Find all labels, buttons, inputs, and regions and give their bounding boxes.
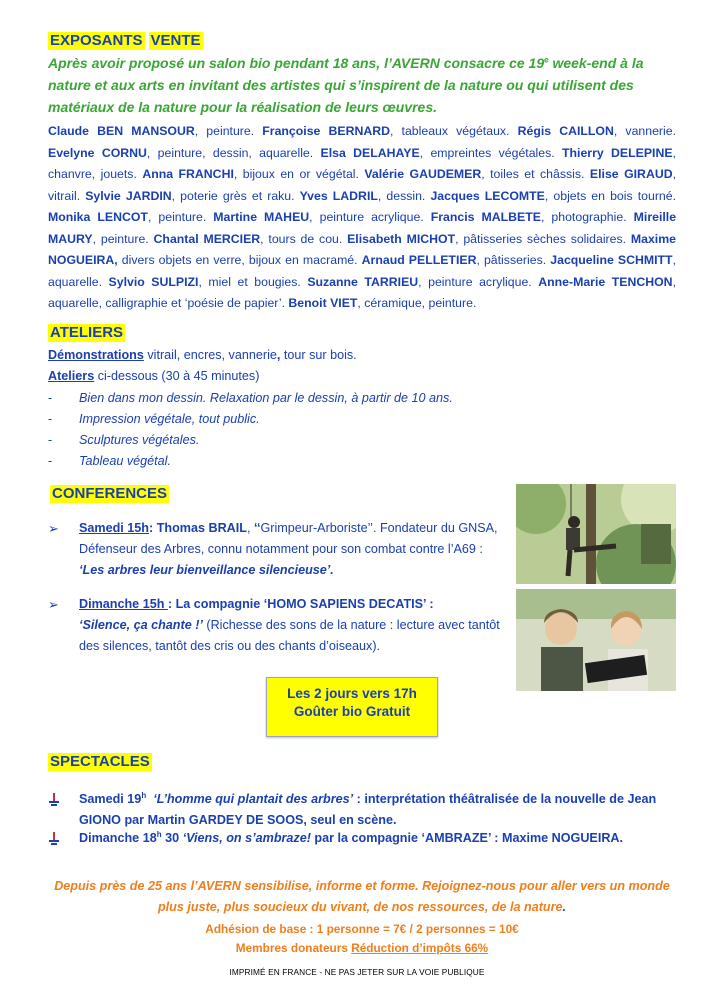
demonstrations-comma: , <box>276 348 281 362</box>
artist-medium: divers objets en verre, bijoux en macramé. <box>117 253 362 267</box>
ateliers-list <box>48 388 508 472</box>
spec2-time: 30 <box>161 831 183 845</box>
artist-medium: , vitrail. <box>48 167 677 203</box>
artist-entry <box>262 124 517 138</box>
spec2-day: Dimanche 18 <box>79 831 157 845</box>
artist-name: Evelyne CORNU <box>48 145 147 160</box>
artist-name: Chantal MERCIER <box>153 231 261 246</box>
ateliers-body <box>48 345 548 387</box>
conference-item-1 <box>48 518 504 581</box>
artist-medium: , toiles et châssis. <box>481 167 590 181</box>
ateliers-text: ci-dessous (30 à 45 minutes) <box>94 369 260 383</box>
arrow-bullet-icon: ➢ <box>48 597 59 612</box>
conf1-title: ‘Les arbres leur bienveillance silencieuse’. <box>79 563 334 577</box>
artist-name: Yves LADRIL <box>299 188 378 203</box>
artist-entry <box>48 124 262 138</box>
conf1-speaker: Thomas BRAIL <box>156 521 247 535</box>
spectacle-item-1 <box>48 789 676 831</box>
artist-entry <box>430 189 676 203</box>
closing-statement <box>48 876 676 918</box>
demonstrations-tail: tour sur bois. <box>280 348 357 362</box>
ateliers-label: Ateliers <box>48 369 95 383</box>
donateurs-label: Membres donateurs <box>235 941 352 955</box>
list-item: - Bien dans mon dessin. Relaxation par le dessin, à partir de 10 ans. <box>48 388 508 409</box>
artist-name: Anne-Marie TENCHON <box>538 274 673 289</box>
spec2-sup: h <box>156 829 162 839</box>
artist-name: Benoit VIET <box>288 296 358 310</box>
artist-name: Monika LENCOT <box>48 210 148 224</box>
artist-medium: , tours de cou. <box>260 231 348 246</box>
gouter-box <box>266 677 438 737</box>
artist-name: Valérie GAUDEMER <box>364 167 482 181</box>
closing-text: Depuis près de 25 ans l’AVERN sensibilise, informe et forme. Rejoignez-nous pour aller vers un monde plus juste, plus soucieux du vivant, de nos ressources, de la nature <box>54 879 670 914</box>
spectacles-heading <box>48 753 152 771</box>
spec1-day: Samedi 19 <box>79 792 142 806</box>
artist-entry <box>288 296 476 310</box>
demonstrations-label: Démonstrations <box>48 348 144 362</box>
artist-name: Maxime NOGUEIRA, <box>48 231 676 267</box>
artist-medium: , peinture acrylique. <box>418 274 539 289</box>
artist-name: Anna FRANCHI <box>142 167 234 181</box>
climber-photo <box>516 484 676 584</box>
artist-name: Elsa DELAHAYE <box>320 145 420 160</box>
conf1-when: Samedi 15h <box>79 521 149 535</box>
artist-entry <box>321 146 562 160</box>
artists-list <box>48 121 676 315</box>
conferences-heading <box>50 485 169 503</box>
artist-medium: , peinture. <box>147 210 214 224</box>
artist-name: Martine MAHEU <box>213 210 310 224</box>
ateliers-heading <box>48 324 125 342</box>
artist-medium: , objets en bois tourné. <box>544 188 677 203</box>
artist-entry <box>362 253 551 267</box>
artist-name: Claude BEN MANSOUR <box>48 124 195 138</box>
artist-medium: , aquarelle. <box>48 253 676 289</box>
artist-medium: , vannerie. <box>613 124 677 138</box>
spec1-title: ‘L’homme qui plantait des arbres’ <box>153 792 354 806</box>
conf1-sep: , <box>246 521 254 535</box>
artist-name: Sylvie JARDIN <box>85 188 172 203</box>
gouter-line-1: Les 2 jours vers 17h <box>287 686 417 701</box>
spec1-sup: h <box>141 790 147 800</box>
gouter-line-2: Goûter bio Gratuit <box>293 704 411 719</box>
artist-name: Arnaud PELLETIER <box>361 253 477 267</box>
artist-entry <box>142 167 364 181</box>
artist-name: Mireille MAURY <box>48 210 677 246</box>
artist-entry <box>307 275 538 289</box>
artist-name: Thierry DELEPINE <box>562 145 673 160</box>
artist-entry <box>364 167 590 181</box>
vente-title: VENTE <box>150 32 201 49</box>
artist-entry <box>347 232 631 246</box>
conf1-colon: : <box>149 521 157 535</box>
conf2-when: Dimanche 15h <box>79 597 168 611</box>
pin-bullet-icon <box>48 832 60 845</box>
spec1-text: : interprétation théâtralisée de la nouvelle de Jean GIONO par Martin GARDEY DE SOOS, seul en scène. <box>79 792 657 827</box>
conference-item-2 <box>48 594 504 657</box>
exposants-intro <box>48 52 676 118</box>
artist-medium: , poterie grès et raku. <box>171 188 300 203</box>
spec2-text: par la compagnie ‘AMBRAZE’ : Maxime NOGUEIRA. <box>310 831 624 845</box>
artist-medium: , aquarelle, calligraphie et ‘poésie de papier’. <box>48 274 676 310</box>
artist-medium: , peinture, dessin, aquarelle. <box>146 145 321 160</box>
artist-name: Elisabeth MICHOT <box>347 231 456 246</box>
spectacles-title: SPECTACLES <box>50 753 150 770</box>
artist-medium: , peinture acrylique. <box>309 210 431 224</box>
conf2-title: ‘Silence, ça chante !’ <box>79 618 203 632</box>
artist-medium: , bijoux en or végétal. <box>233 167 365 181</box>
exposants-heading <box>48 32 203 50</box>
intro-sup: e <box>544 55 549 65</box>
artist-medium: , empreintes végétales. <box>419 145 563 160</box>
artist-entry <box>431 210 634 224</box>
artist-medium: , pâtisseries sèches solidaires. <box>455 231 631 246</box>
list-item: - Tableau végétal. <box>48 451 508 472</box>
artist-medium: , céramique, peinture. <box>357 296 477 310</box>
list-item: - Impression végétale, tout public. <box>48 409 508 430</box>
artist-entry <box>213 210 430 224</box>
tax-reduction: Réduction d’impôts 66% <box>351 941 489 955</box>
artist-entry <box>300 189 431 203</box>
artist-medium: , tableaux végétaux. <box>389 124 518 138</box>
artist-entry <box>48 146 321 160</box>
ateliers-line <box>48 366 548 387</box>
demonstrations-line <box>48 345 548 366</box>
artist-medium: , miel et bougies. <box>198 274 308 289</box>
artist-name: Suzanne TARRIEU <box>307 274 419 289</box>
ateliers-title: ATELIERS <box>50 324 124 341</box>
artist-name: Jacqueline SCHMITT <box>550 253 673 267</box>
artist-medium: , pâtisseries. <box>476 253 551 267</box>
artist-medium: , photographie. <box>540 210 634 224</box>
artist-name: Régis CAILLON <box>517 124 614 138</box>
artist-entry <box>109 275 308 289</box>
spectacle-item-2 <box>48 828 676 849</box>
artist-entry <box>518 124 676 138</box>
artist-entry <box>154 232 348 246</box>
artist-name: Elise GIRAUD <box>589 167 673 181</box>
exposants-title: EXPOSANTS <box>50 32 143 49</box>
conf1-text: Grimpeur-Arboriste’’. Fondateur du GNSA, Défenseur des Arbres, connu notamment pour son combat contre l’A69 : <box>79 521 498 556</box>
artist-medium: , chanvre, jouets. <box>48 145 676 181</box>
pin-bullet-icon <box>48 793 60 806</box>
demonstrations-text: vitrail, encres, vannerie <box>143 348 277 362</box>
spec2-title: ‘Viens, on s’ambraze! <box>182 831 311 845</box>
artist-name: Jacques LECOMTE <box>430 188 545 203</box>
conf2-company: : La compagnie ‘HOMO SAPIENS DECATIS’ : <box>167 597 434 611</box>
adhesion-line-1: Adhésion de base : 1 personne = 7€ / 2 personnes = 10€ <box>205 922 519 936</box>
arrow-bullet-icon: ➢ <box>48 521 59 536</box>
artist-name: Françoise BERNARD <box>262 124 390 138</box>
artist-medium: , dessin. <box>377 188 431 203</box>
adhesion-info <box>48 920 676 958</box>
artist-entry <box>48 210 213 224</box>
artist-entry <box>85 189 299 203</box>
intro-text-1: Après avoir proposé un salon bio pendant 18 ans, l’AVERN consacre ce 19 <box>48 55 545 71</box>
footer-notice: IMPRIMÉ EN FRANCE - NE PAS JETER SUR LA VOIE PUBLIQUE <box>229 967 485 977</box>
artist-medium: , peinture. <box>194 124 263 138</box>
conferences-title: CONFERENCES <box>52 485 168 502</box>
singers-photo <box>516 589 676 691</box>
conf2-text: (Richesse des sons de la nature : lecture avec tantôt des silences, tantôt des cris ou des chants d’oiseaux). <box>79 618 500 653</box>
artist-medium: , peinture. <box>92 231 154 246</box>
closing-period: . <box>562 900 567 914</box>
artist-name: Francis MALBETE <box>430 210 541 224</box>
list-item: - Sculptures végétales. <box>48 430 508 451</box>
intro-text-2: week-end à la nature et aux arts en invitant des artistes qui s’inspirent de la nature ou qui utilisent des matériaux de la nature pour la réalisation de leurs œuvres. <box>48 55 644 115</box>
conf1-quote: ‘‘ <box>253 521 261 535</box>
artist-name: Sylvio SULPIZI <box>108 274 199 289</box>
adhesion-line-2 <box>48 939 676 958</box>
